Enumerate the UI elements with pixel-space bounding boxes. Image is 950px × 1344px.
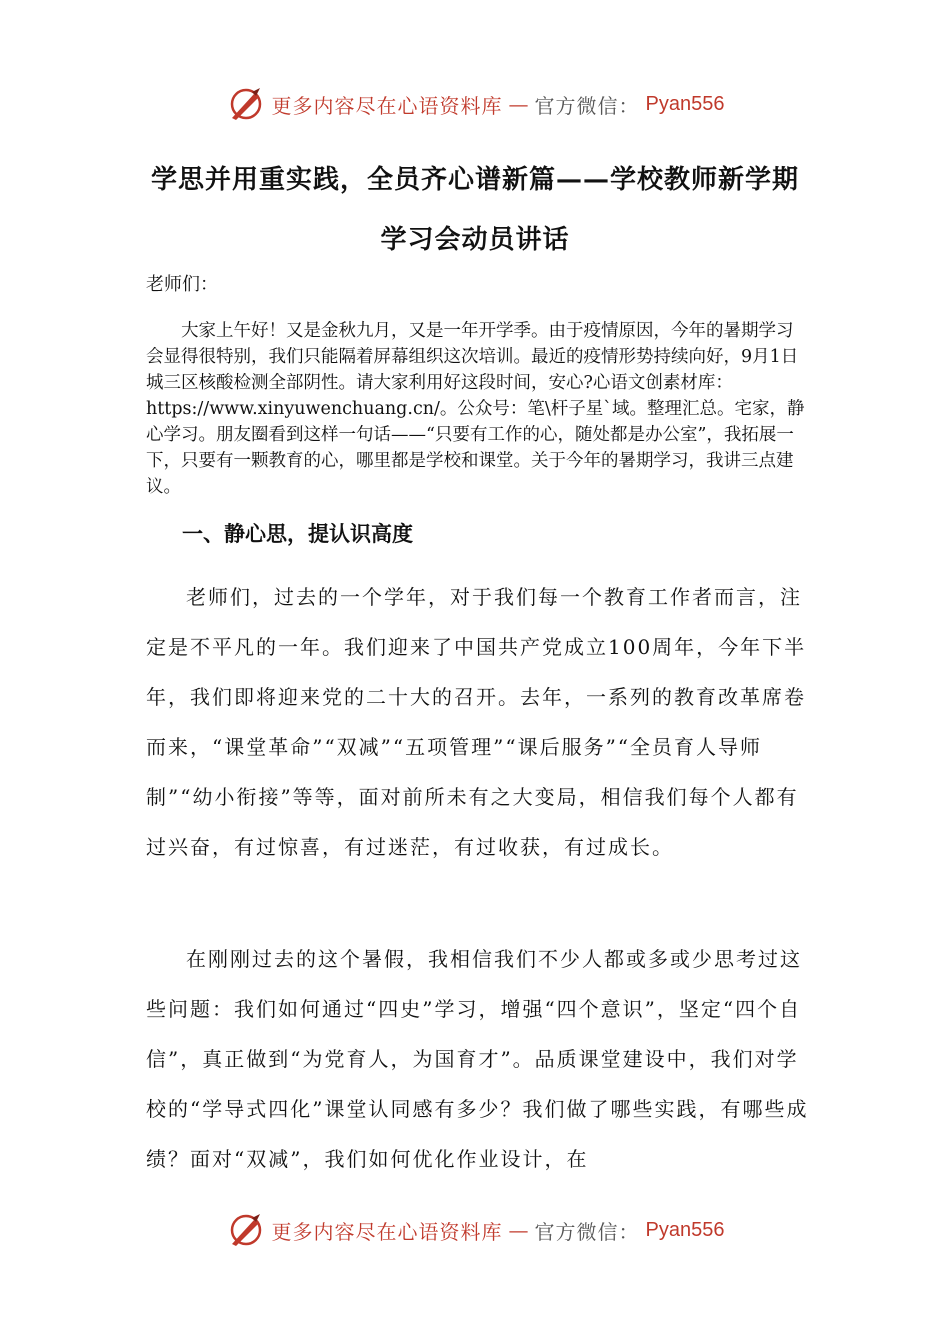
banner-label: 官方微信： [534,1219,640,1244]
banner-label: 官方微信： [534,93,640,118]
document-title: 学思并用重实践，全员齐心谱新篇——学校教师新学期学习会动员讲话 [150,165,799,255]
banner-separator: — [508,1218,529,1242]
pen-logo-icon [226,84,266,124]
body-paragraph-1: 老师们，过去的一个学年，对于我们每一个教育工作者而言，注定是不平凡的一年。我们迎来了中国共产党成立100周年，今年下半年，我们即将迎来党的二十大的召开。去年，一系列的教育改革席卷而来，“课堂革命”“双减”“五项管理”“课后服务”“全员育人导师制”“幼小衔接”等等，面对前所未有之大变局，相信我们每个人都有过兴奋，有过惊喜，有过迷茫，有过收获，有过成长。 [146,585,807,859]
section-heading: 一、静心思，提认识高度 [182,521,413,546]
pen-logo-icon [226,1210,266,1250]
greeting: 老师们： [146,274,218,295]
footer-banner [0,1208,950,1252]
banner-text: 更多内容尽在心语资料库 [271,1219,503,1244]
banner-text: 更多内容尽在心语资料库 [271,93,503,118]
banner-separator: — [508,92,529,116]
intro-paragraph: 大家上午好！又是金秋九月，又是一年开学季。由于疫情原因，今年的暑期学习会显得很特别，我们只能隔着屏幕组织这次培训。最近的疫情形势持续向好，9月1日城三区核酸检测全部阴性。请大家利用好这段时间，安心?心语文创素材库：https://www.xinyuwenchuang.cn/。公众号：笔\杆子星`域。整理汇总。宅家，静心学习。朋友圈看到这样一句话——“只要有工作的心，随处都是办公室”，我拓展一下，只要有一颗教育的心，哪里都是学校和课堂。关于今年的暑期学习，我讲三点建议。 [146,321,805,497]
banner-wechat-id: Pyan556 [645,1218,725,1241]
banner-wechat-id: Pyan556 [645,92,725,115]
body-paragraph-2: 在刚刚过去的这个暑假，我相信我们不少人都或多或少思考过这些问题：我们如何通过“四史”学习，增强“四个意识”，坚定“四个自信”，真正做到“为党育人，为国育才”。品质课堂建设中，我们对学校的“学导式四化”课堂认同感有多少？我们做了哪些实践，有哪些成绩？面对“双减”，我们如何优化作业设计，在 [146,947,809,1171]
header-banner [0,82,950,126]
